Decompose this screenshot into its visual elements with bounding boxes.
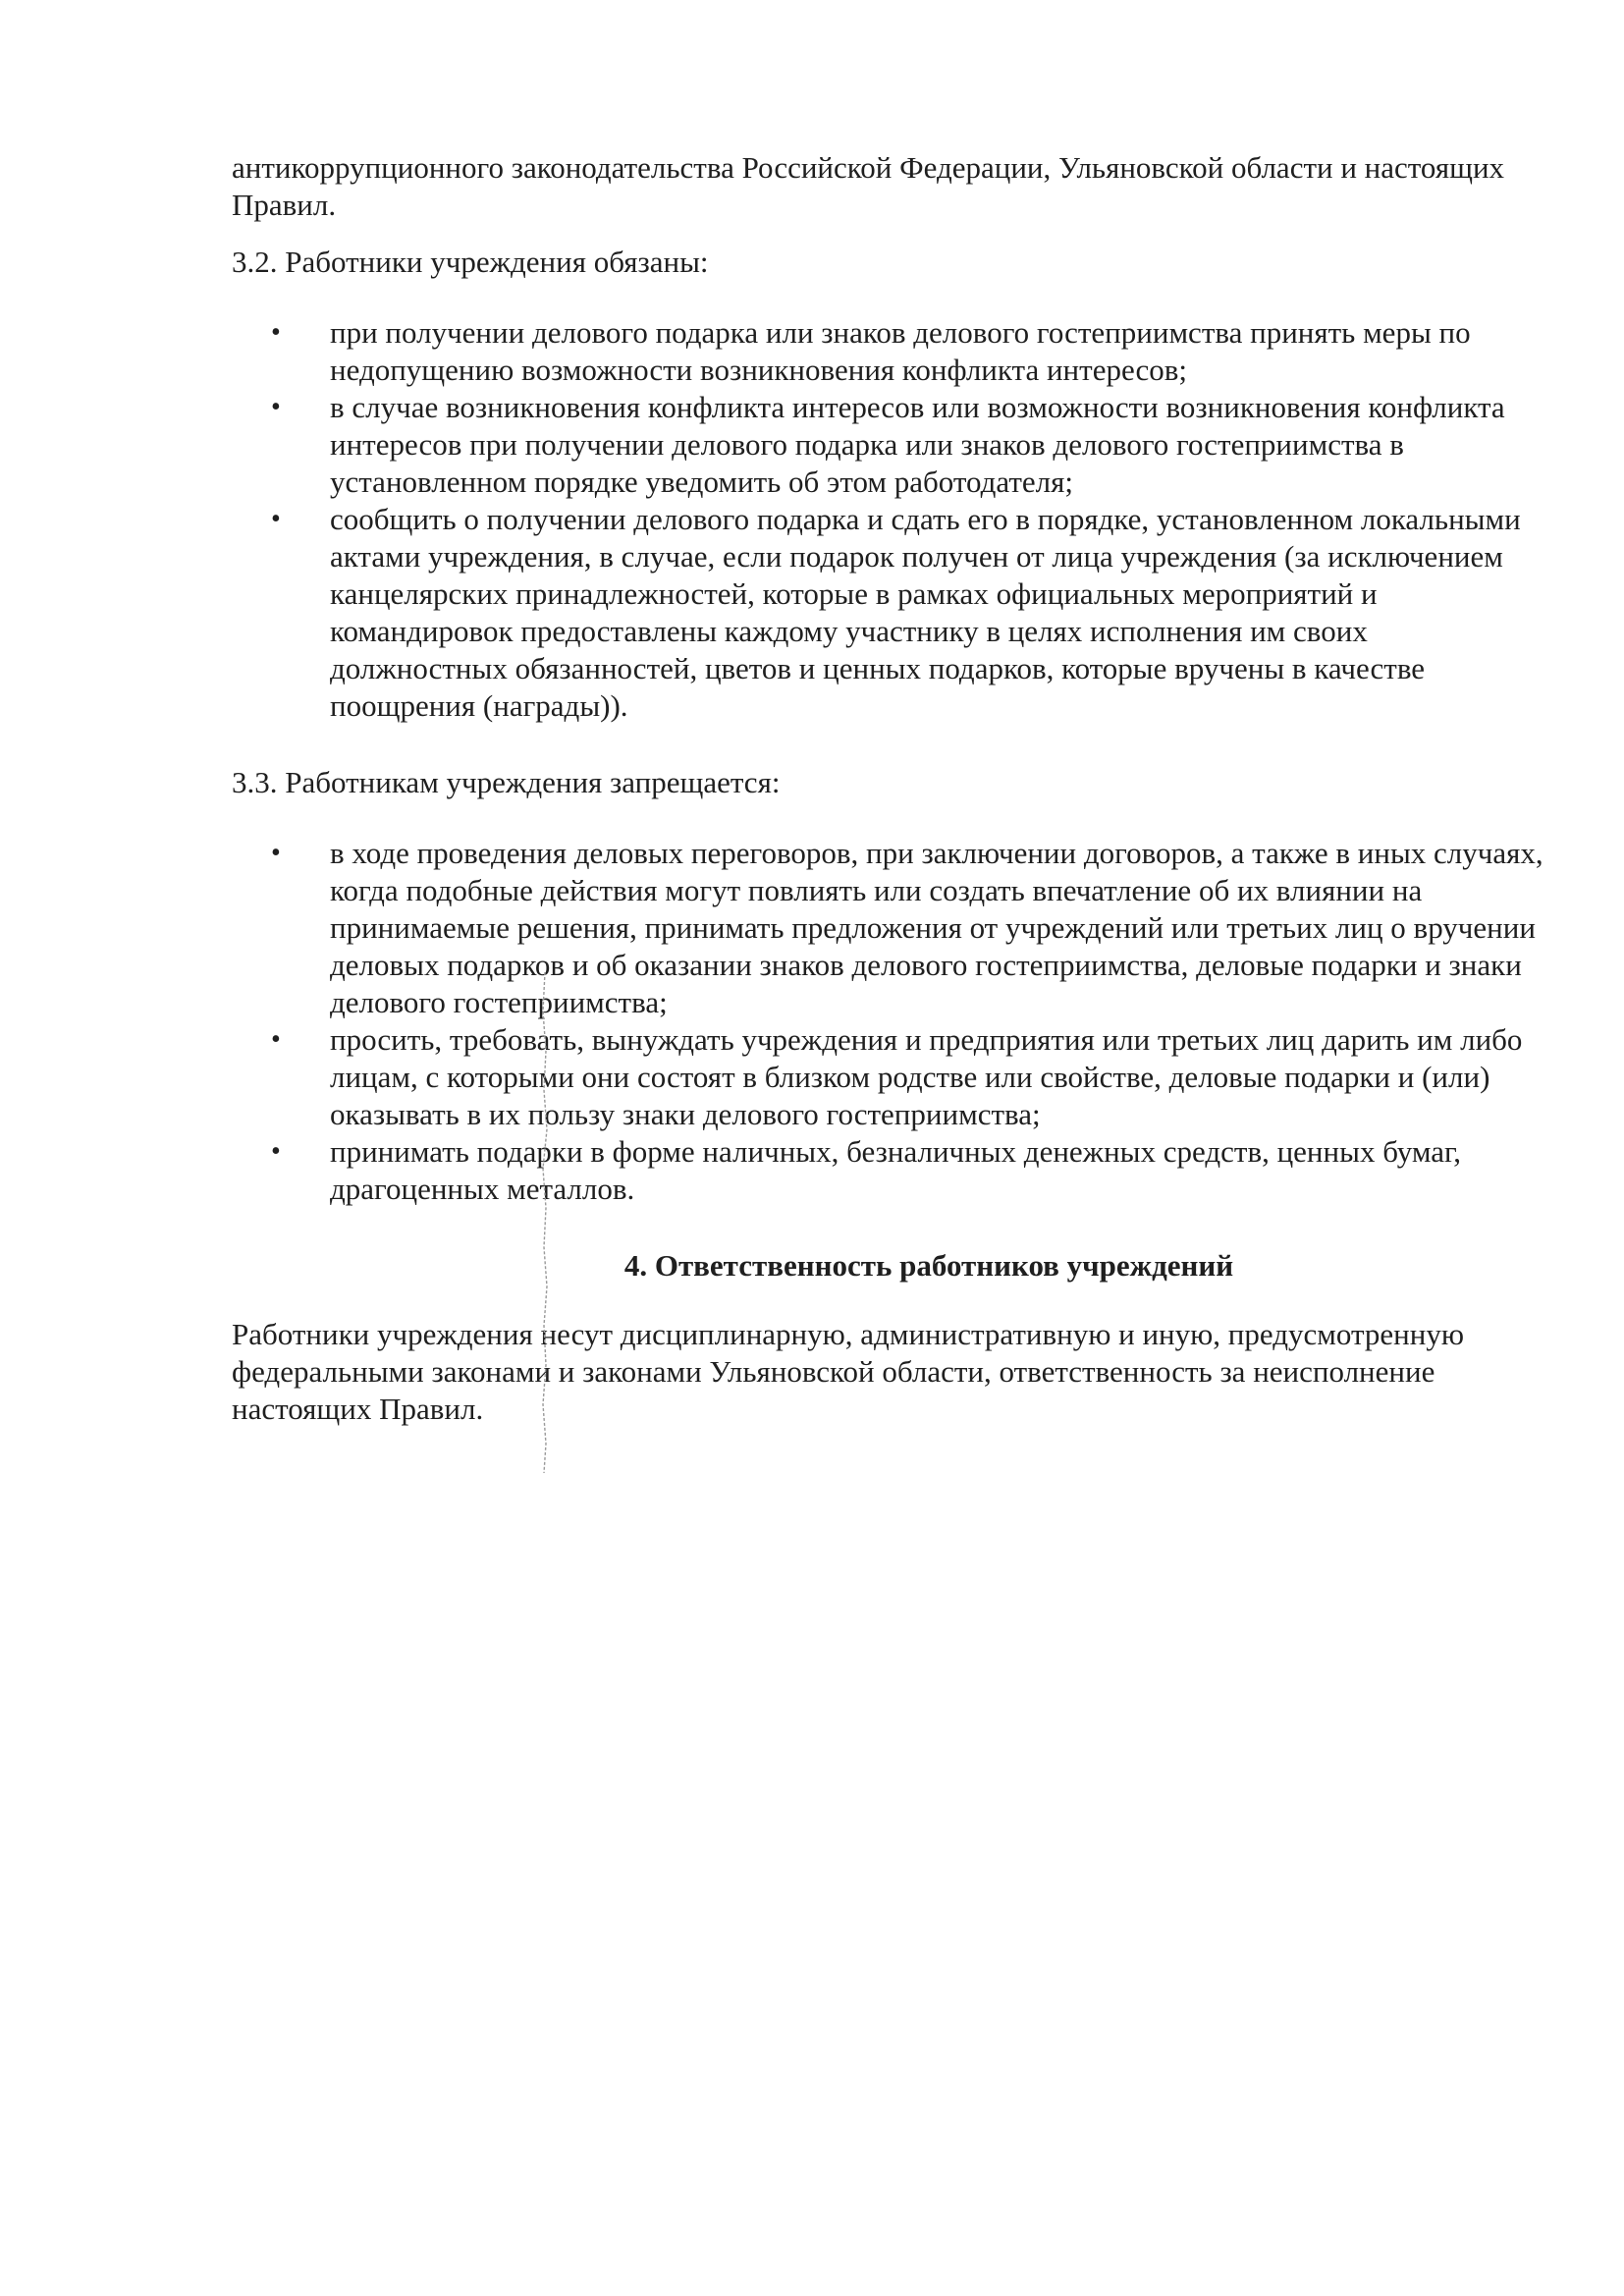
list-item (232, 1133, 1547, 1208)
intro-paragraph: антикоррупционного законодательства Российской Федерации, Ульяновской области и настоящих Правил. (232, 150, 1505, 222)
section-3-3-list (232, 835, 1547, 1208)
section-3-3-heading: 3.3. Работникам учреждения запрещается: (232, 765, 781, 799)
bullet-icon: • (271, 1024, 281, 1055)
section-3-2-heading: 3.2. Работники учреждения обязаны: (232, 245, 709, 279)
list-item-text: в случае возникновения конфликта интересов или возможности возникновения конфликта интересов при получении делового подарка или знаков делового гостеприимства в установленном порядке уведомить об этом работодателя; (330, 390, 1505, 499)
list-item (232, 314, 1547, 389)
bullet-icon: • (271, 392, 281, 422)
bullet-icon: • (271, 1136, 281, 1167)
list-item (232, 501, 1547, 725)
bullet-icon: • (271, 838, 281, 868)
section-4-paragraph: Работники учреждения несут дисциплинарную, административную и иную, предусмотренную федеральными законами и законами Ульяновской области, ответственность за неисполнение настоящих Правил. (232, 1317, 1465, 1426)
document-body (232, 149, 1547, 1428)
list-item-text: просить, требовать, вынуждать учреждения и предприятия или третьих лиц дарить им либо лицам, с которыми они состоят в близком родстве или свойстве, деловые подарки и (или) оказывать в их пользу знаки делового гостеприимства; (330, 1022, 1523, 1131)
list-item-text: в ходе проведения деловых переговоров, при заключении договоров, а также в иных случаях, когда подобные действия могут повлиять или создать впечатление об их влиянии на принимаемые решения, принимать предложения от учреждений или третьих лиц о вручении деловых подарков и об оказании знаков делового гостеприимства, деловые подарки и знаки делового гостеприимства; (330, 836, 1543, 1019)
list-item (232, 389, 1547, 501)
bullet-icon: • (271, 504, 281, 534)
list-item-text: принимать подарки в форме наличных, безналичных денежных средств, ценных бумаг, драгоценных металлов. (330, 1134, 1462, 1206)
bullet-icon: • (271, 317, 281, 348)
section-3-2-list (232, 314, 1547, 725)
list-item-text: сообщить о получении делового подарка и сдать его в порядке, установленном локальными актами учреждения, в случае, если подарок получен от лица учреждения (за исключением канцелярских принадлежностей, которые в рамках официальных мероприятий и командировок предоставлены каждому участнику в целях исполнения им своих должностных обязанностей, цветов и ценных подарков, которые вручены в качестве поощрения (награды)). (330, 502, 1521, 723)
section-4-title: 4. Ответственность работников учреждений (623, 1248, 1234, 1283)
list-item-text: при получении делового подарка или знаков делового гостеприимства принять меры по недопущению возможности возникновения конфликта интересов; (330, 315, 1471, 387)
list-item (232, 835, 1547, 1021)
list-item (232, 1021, 1547, 1133)
